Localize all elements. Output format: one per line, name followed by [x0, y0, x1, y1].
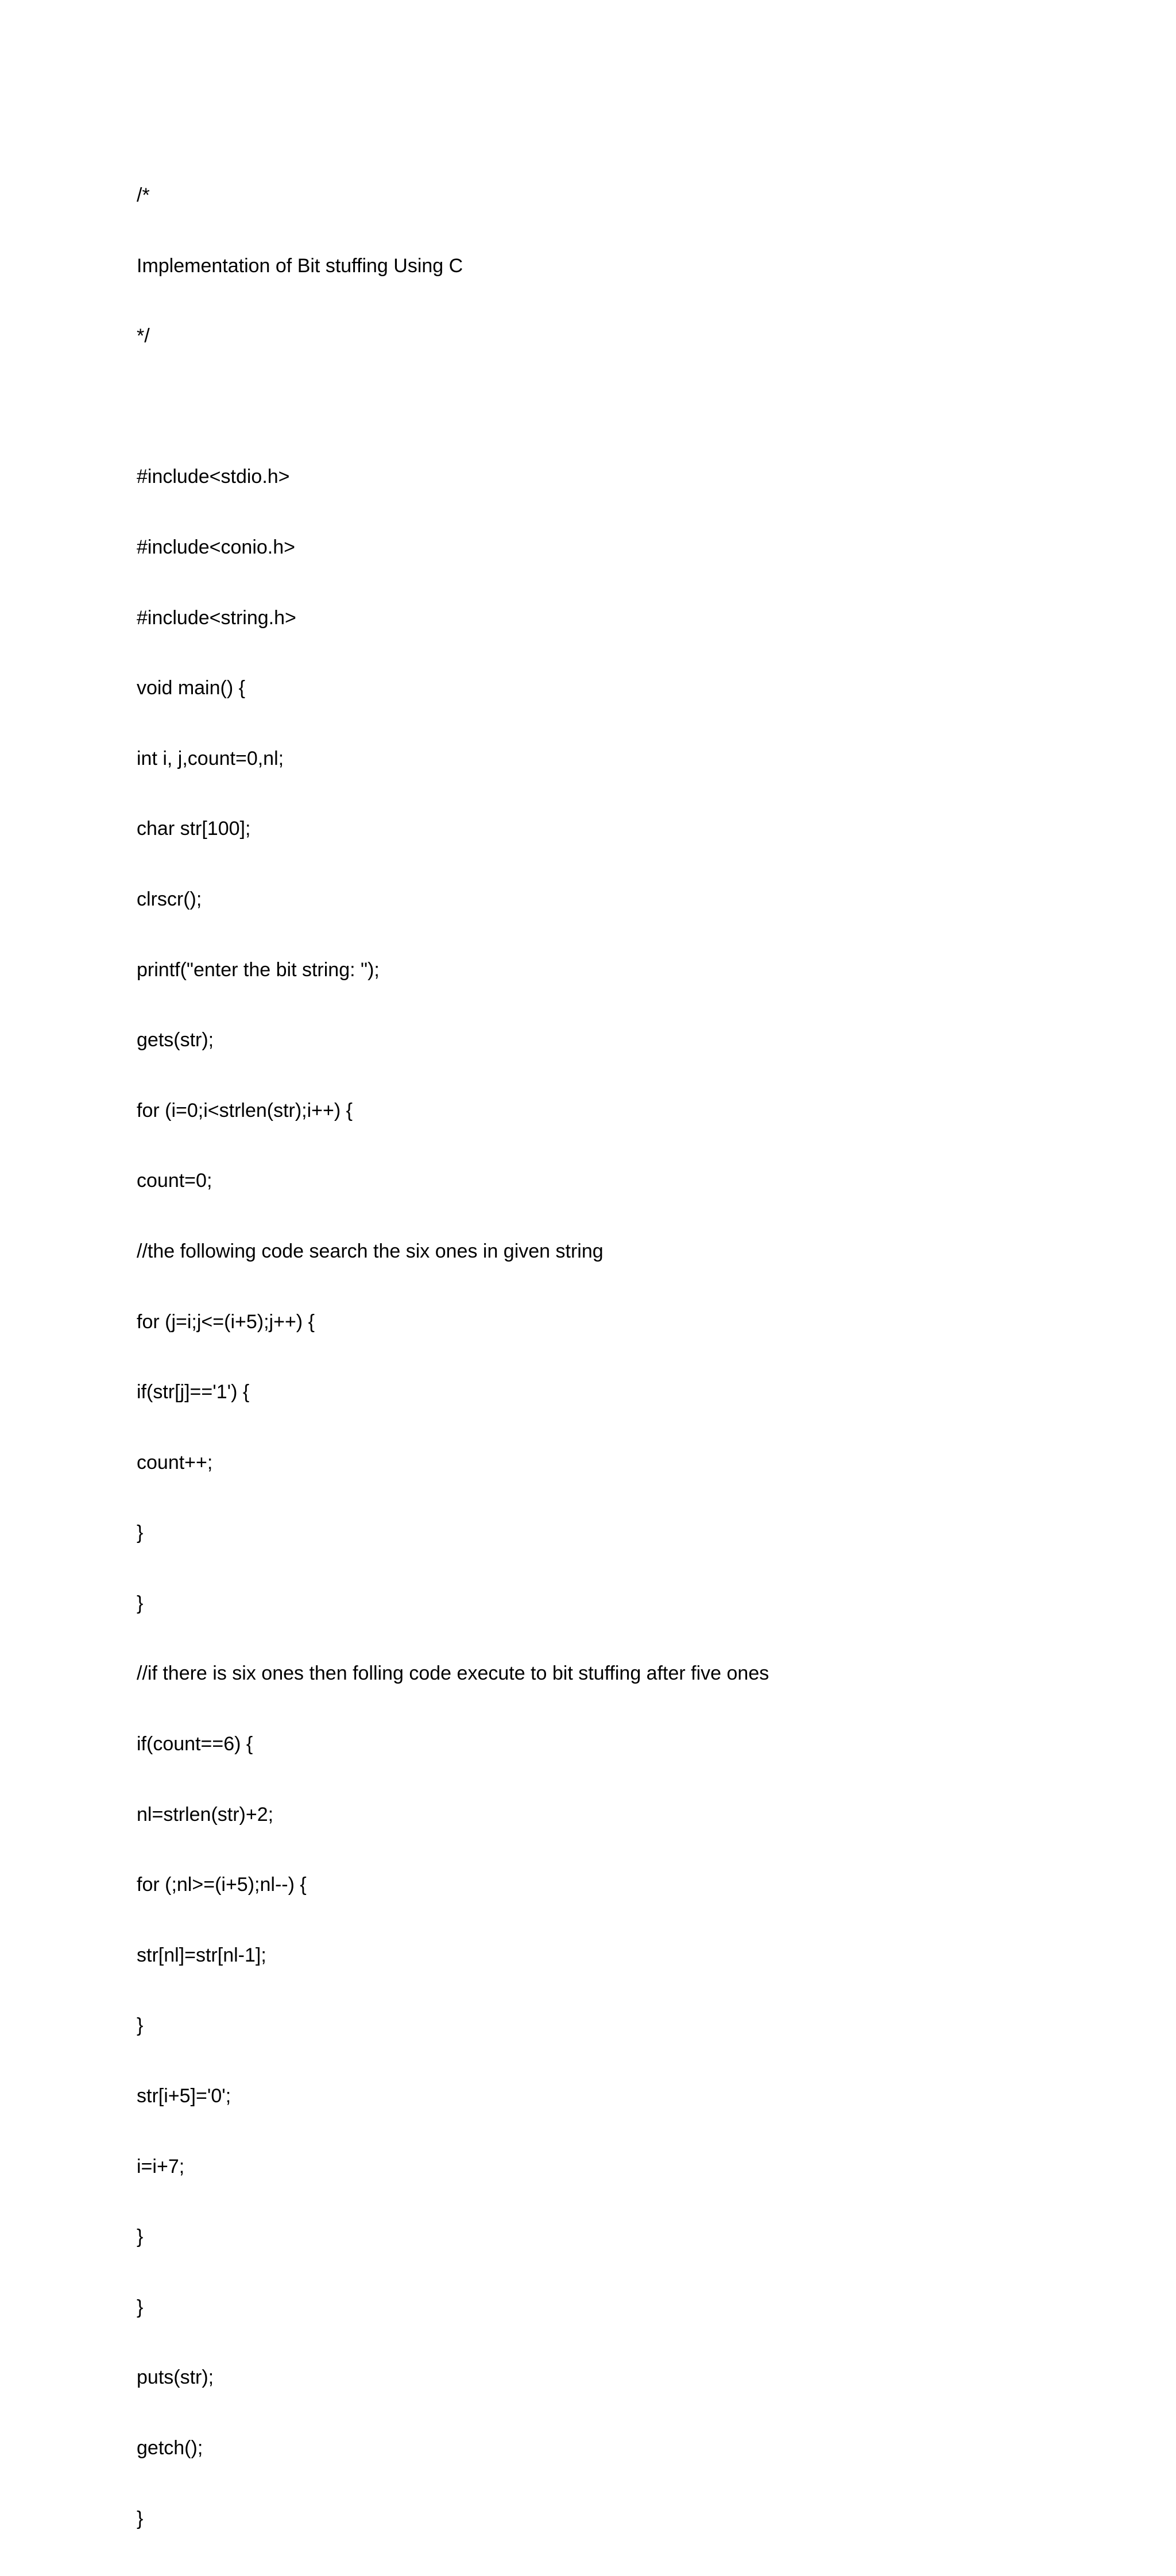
code-comment-line: //if there is six ones then folling code execute to bit stuffing after five ones [137, 1662, 769, 1685]
code-line: nl=strlen(str)+2; [137, 1803, 274, 1825]
code-line: i=i+7; [137, 2155, 185, 2177]
code-line: int i, j,count=0,nl; [137, 747, 284, 769]
code-line: } [137, 2226, 144, 2248]
code-line: for (j=i;j<=(i+5);j++) { [137, 1310, 315, 1333]
code-line: gets(str); [137, 1029, 214, 1051]
code-line: getch(); [137, 2437, 203, 2459]
code-comment-line: //the following code search the six ones in given string [137, 1240, 604, 1262]
code-line: str[i+5]='0'; [137, 2085, 231, 2107]
code-line: clrscr(); [137, 888, 202, 910]
code-line: count++; [137, 1451, 213, 1473]
code-line: printf("enter the bit string: "); [137, 958, 380, 981]
code-line: for (i=0;i<strlen(str);i++) { [137, 1099, 353, 1121]
code-line: if(str[j]=='1') { [137, 1381, 250, 1403]
code-line: char str[100]; [137, 818, 251, 840]
code-line: #include<conio.h> [137, 536, 296, 558]
code-line: if(count==6) { [137, 1733, 253, 1755]
code-line: #include<string.h> [137, 606, 296, 629]
code-line: Implementation of Bit stuffing Using C [137, 254, 463, 277]
code-line: puts(str); [137, 2366, 214, 2389]
code-line: /* [137, 184, 150, 206]
code-line: } [137, 1592, 144, 1614]
code-listing [137, 138, 1084, 2576]
code-line: } [137, 2507, 144, 2529]
code-line: } [137, 2296, 144, 2318]
code-line: #include<stdio.h> [137, 466, 290, 488]
code-line: } [137, 2014, 144, 2037]
code-line: count=0; [137, 1170, 212, 1192]
code-line: } [137, 1522, 144, 1544]
blank-line [137, 394, 1084, 420]
code-line: for (;nl>=(i+5);nl--) { [137, 1874, 307, 1896]
code-line: */ [137, 325, 150, 347]
code-line: void main() { [137, 677, 245, 699]
code-line: str[nl]=str[nl-1]; [137, 1944, 266, 1966]
